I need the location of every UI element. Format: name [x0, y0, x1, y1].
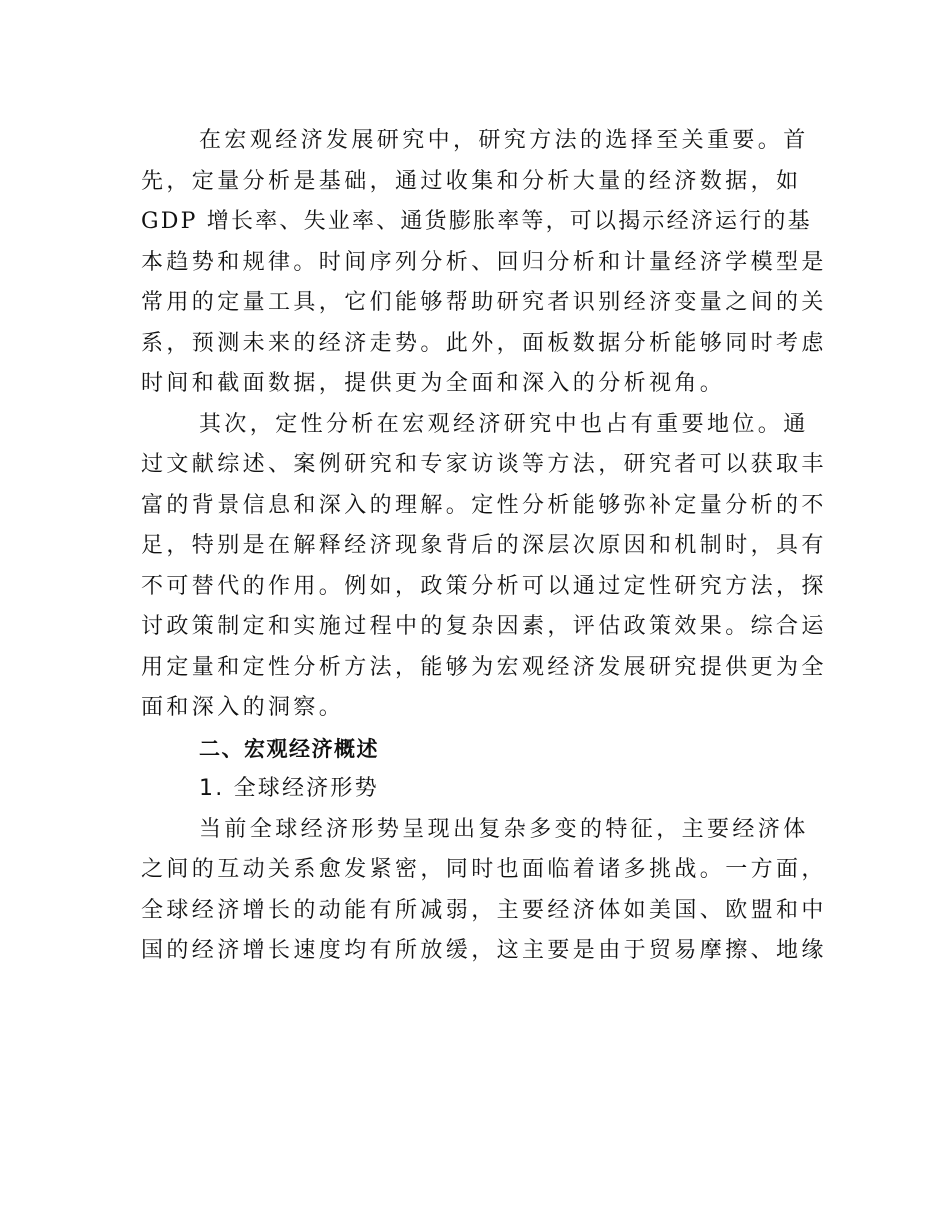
- paragraph-line: 足，特别是在解释经济现象背后的深层次原因和机制时，具有: [141, 533, 827, 558]
- paragraph-line: 之间的互动关系愈发紧密，同时也面临着诸多挑战。一方面，: [141, 857, 827, 882]
- paragraph-line: 用定量和定性分析方法，能够为宏观经济发展研究提供更为全: [141, 654, 827, 680]
- paragraph-line: 面和深入的洞察。: [141, 695, 345, 720]
- paragraph-research-methods-qualitative: [141, 405, 827, 729]
- document-body: [141, 121, 827, 972]
- paragraph-line: 在宏观经济发展研究中，研究方法的选择至关重要。首: [199, 128, 809, 153]
- paragraph-line: 当前全球经济形势呈现出复杂多变的特征，主要经济体: [199, 816, 809, 842]
- paragraph-line: 国的经济增长速度均有所放缓，这主要是由于贸易摩擦、地缘: [141, 938, 827, 963]
- paragraph-line: 本趋势和规律。时间序列分析、回归分析和计量经济学模型是: [141, 249, 827, 275]
- subsection-heading: 1. 全球经济形势: [199, 776, 379, 801]
- paragraph-line: 讨政策制定和实施过程中的复杂因素，评估政策效果。综合运: [141, 614, 827, 639]
- paragraph-line: 先，定量分析是基础，通过收集和分析大量的经济数据，如: [141, 168, 802, 194]
- paragraph-research-methods-quantitative: [141, 121, 827, 405]
- paragraph-line: 时间和截面数据，提供更为全面和深入的分析视角。: [141, 371, 726, 396]
- paragraph-line: GDP 增长率、失业率、通货膨胀率等，可以揭示经济运行的基: [141, 209, 812, 234]
- paragraph-line: 其次，定性分析在宏观经济研究中也占有重要地位。通: [199, 411, 809, 437]
- paragraph-line: 过文献综述、案例研究和专家访谈等方法，研究者可以获取丰: [141, 452, 827, 477]
- paragraph-line: 富的背景信息和深入的理解。定性分析能够弥补定量分析的不: [141, 492, 827, 518]
- paragraph-global-economy: [141, 810, 827, 972]
- paragraph-line: 系，预测未来的经济走势。此外，面板数据分析能够同时考虑: [141, 330, 827, 356]
- section-heading: 二、宏观经济概述: [199, 736, 379, 761]
- paragraph-line: 全球经济增长的动能有所减弱，主要经济体如美国、欧盟和中: [141, 897, 827, 923]
- paragraph-line: 不可替代的作用。例如，政策分析可以通过定性研究方法，探: [141, 573, 827, 599]
- paragraph-line: 常用的定量工具，它们能够帮助研究者识别经济变量之间的关: [141, 290, 827, 315]
